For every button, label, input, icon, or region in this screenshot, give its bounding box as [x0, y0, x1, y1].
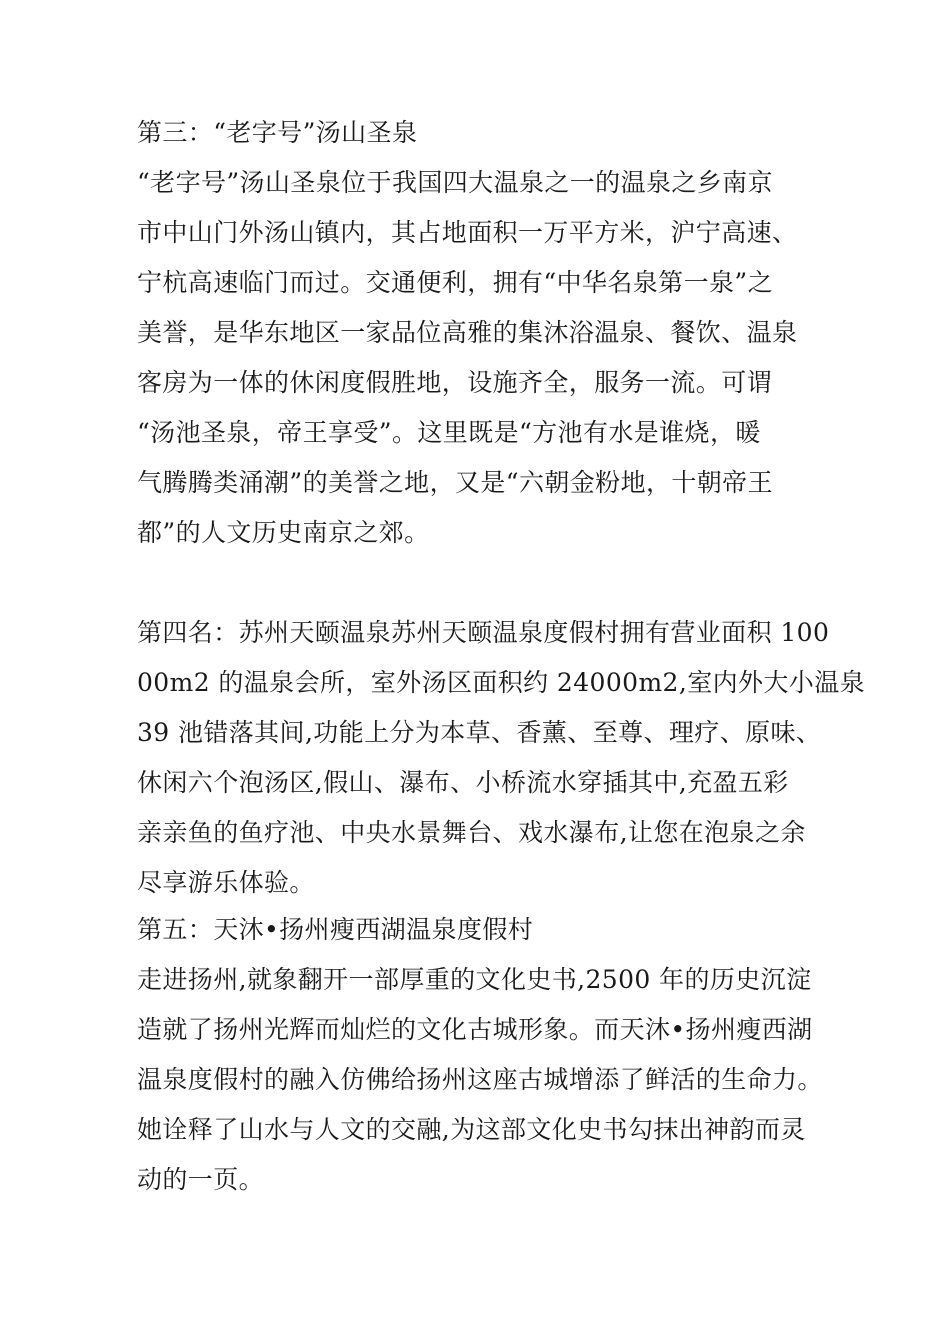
section4-line: 第四名：苏州天颐温泉苏州天颐温泉度假村拥有营业面积 100 — [137, 618, 830, 647]
section3-line: 市中山门外汤山镇内，其占地面积一万平方米，沪宁高速、 — [137, 218, 798, 247]
section5-line: 她诠释了山水与人文的交融,为这部文化史书勾抹出神韵而灵 — [137, 1115, 806, 1144]
section5-heading: 第五：天沐•扬州瘦西湖温泉度假村 — [137, 915, 534, 944]
section4-line: 尽享游乐体验。 — [137, 868, 315, 897]
section3-line: “汤池圣泉，帝王享受”。这里既是“方池有水是谁烧，暖 — [137, 418, 761, 447]
section5-line: 走进扬州,就象翻开一部厚重的文化史书,2500 年的历史沉淀 — [137, 965, 812, 994]
section4-line: 39 池错落其间,功能上分为本草、香薰、至尊、理疗、原味、 — [137, 718, 822, 747]
section5-line: 温泉度假村的融入仿佛给扬州这座古城增添了鲜活的生命力。 — [137, 1065, 823, 1094]
section5-line: 动的一页。 — [137, 1165, 265, 1194]
section3-line: 客房为一体的休闲度假胜地，设施齐全，服务一流。可谓 — [137, 368, 773, 397]
section3-line: 宁杭高速临门而过。交通便利，拥有“中华名泉第一泉”之 — [137, 268, 773, 297]
section4-line: 亲亲鱼的鱼疗池、中央水景舞台、戏水瀑布,让您在泡泉之余 — [137, 818, 806, 847]
section4-line: 00m2 的温泉会所，室外汤区面积约 24000m2,室内外大小温泉 — [137, 668, 866, 697]
section3-heading: 第三：“老字号”汤山圣泉 — [137, 118, 418, 147]
section3-line: 都”的人文历史南京之郊。 — [137, 518, 430, 547]
section3-line: 美誉，是华东地区一家品位高雅的集沐浴温泉、餐饮、温泉 — [137, 318, 798, 347]
section3-line: “老字号”汤山圣泉位于我国四大温泉之一的温泉之乡南京 — [137, 168, 773, 197]
section5-line: 造就了扬州光辉而灿烂的文化古城形象。而天沐•扬州瘦西湖 — [137, 1015, 813, 1044]
section4-line: 休闲六个泡汤区,假山、瀑布、小桥流水穿插其中,充盈五彩 — [137, 768, 789, 797]
section3-line: 气腾腾类涌潮”的美誉之地，又是“六朝金粉地，十朝帝王 — [137, 468, 773, 497]
